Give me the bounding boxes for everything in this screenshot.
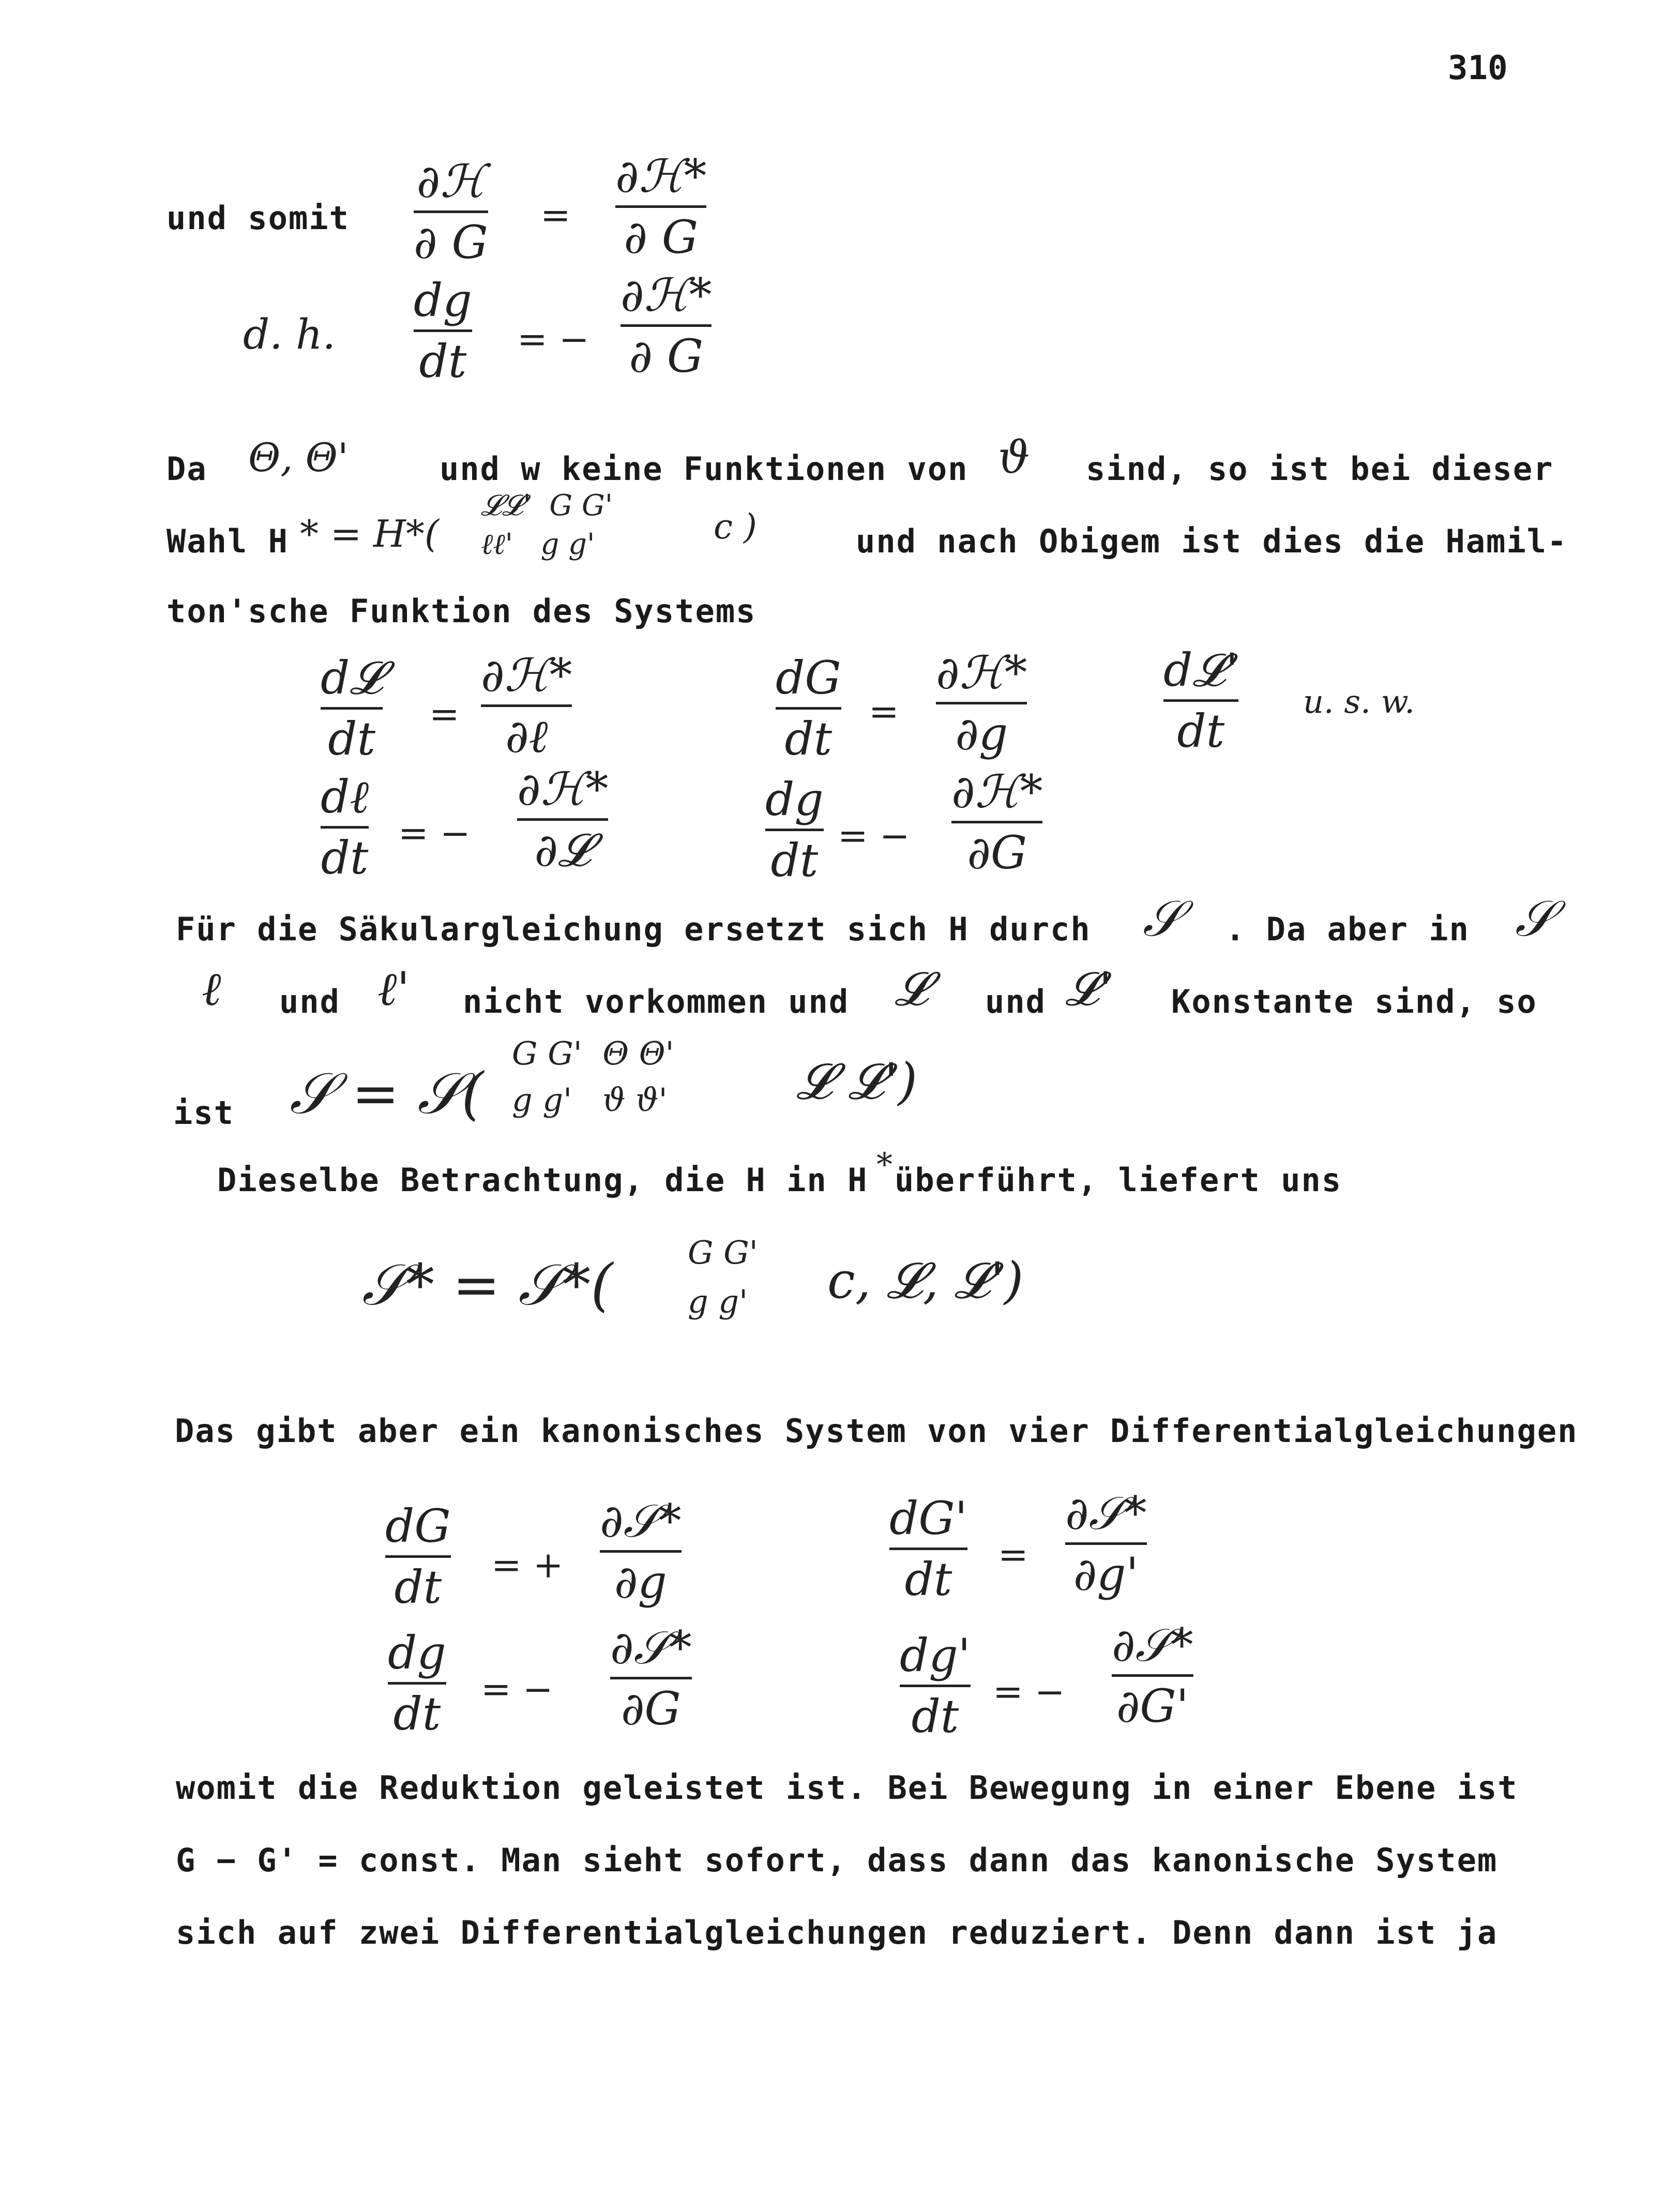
fraction-bar (321, 826, 369, 829)
para4-line1: womit die Reduktion geleistet ist. Bei Bewegung in einer Ebene ist (176, 1769, 1518, 1807)
fraction-bar (414, 329, 472, 332)
eq1-rhs (615, 150, 706, 263)
sys2-eq4-den: dt (911, 1690, 959, 1744)
sys2-eq3-lhs (388, 1627, 446, 1740)
s-formula: 𝒮 = 𝒮( (290, 1060, 484, 1126)
eq2-rhs-num: ∂ℋ* (620, 268, 712, 322)
fraction-bar (610, 1677, 692, 1679)
sys2-eq1-lhs (385, 1500, 451, 1613)
sys2-eq4-rhs (1112, 1619, 1193, 1732)
para2-line4-start: Dieselbe Betrachtung, die H in H (217, 1161, 868, 1199)
sys1-eq5-num: dg (765, 773, 824, 826)
ell-symbol: ℓ (202, 962, 221, 1016)
h-star-args-top: 𝓛𝓛' G G' (481, 489, 613, 522)
vartheta-symbol: ϑ (998, 432, 1030, 484)
h-star-formula: * = H*( (300, 512, 439, 555)
s-star-args-top: G G' (688, 1234, 758, 1271)
para2-line3-ist: ist (173, 1094, 234, 1132)
fraction-bar (388, 1682, 446, 1685)
sys2-eq3-rhs (610, 1621, 692, 1735)
sys1-eq5-rden: ∂G (967, 826, 1027, 880)
sys1-eq4-rnum: ∂ℋ* (517, 762, 609, 816)
para2-line1-end: . Da aber in (1225, 910, 1470, 948)
sys1-eq4-rhs (517, 763, 608, 876)
sys2-eq4-rnum: ∂𝒮* (1112, 1618, 1193, 1672)
sys2-eq3-rnum: ∂𝒮* (610, 1621, 692, 1674)
eq2-lhs (414, 274, 472, 387)
sys1-eq2-lhs (776, 652, 841, 765)
sys2-eq1-num: dG (385, 1499, 451, 1553)
s-formula-args-top: G G' Θ Θ' (512, 1034, 674, 1072)
s-symbol-2: 𝒮 (1515, 890, 1554, 948)
sys2-eq1-op: = + (491, 1544, 564, 1586)
sys1-eq1-rhs (481, 649, 572, 762)
h-star-close: c ) (714, 507, 757, 547)
sys1-eq1-lhs (321, 652, 383, 765)
sys2-eq3-op: = − (481, 1668, 553, 1710)
L-symbol: 𝓛 (895, 962, 929, 1016)
eq1-lhs-den: ∂ G (414, 216, 488, 269)
s-star-close: c, 𝓛, 𝓛') (827, 1252, 1024, 1310)
eq1-op: = (540, 194, 571, 236)
sys2-eq2-rnum: ∂𝒮* (1065, 1486, 1147, 1540)
eq1-lhs (414, 155, 488, 268)
fraction-bar (600, 1550, 682, 1553)
L-prime-symbol: 𝓛' (1065, 962, 1112, 1016)
sys2-eq2-op: = (998, 1534, 1028, 1576)
fraction-bar (517, 818, 608, 821)
sys1-eq2-rden: ∂g (955, 707, 1008, 761)
sys2-eq1-rhs (600, 1495, 682, 1608)
sys1-eq1-op: = (429, 693, 460, 735)
sys1-eq4-den: dt (321, 831, 369, 885)
para4-line2: G − G' = const. Man sieht sofort, dass dann das kanonische System (176, 1841, 1498, 1879)
sys2-eq4-lhs (900, 1629, 971, 1743)
sys1-eq1-num: d𝓛 (321, 651, 383, 704)
sys2-eq4-op: = − (993, 1671, 1065, 1713)
para1-line2-end: und nach Obigem ist dies die Hamil- (856, 522, 1568, 560)
para2-line1-start: Für die Säkulargleichung ersetzt sich H durch (176, 910, 1091, 948)
para3: Das gibt aber ein kanonisches System von vier Differentialgleichungen (175, 1412, 1578, 1450)
h-star: * (876, 1146, 892, 1183)
sys1-eq1-den: dt (328, 712, 375, 766)
sys2-eq3-num: dg (388, 1626, 446, 1679)
para2-line4-end: überführt, liefert uns (895, 1161, 1342, 1199)
para2-line2-und1: und (279, 983, 340, 1020)
sys1-eq1-rnum: ∂ℋ* (481, 649, 572, 702)
fraction-bar (900, 1685, 971, 1687)
sys1-eq5-op: = − (838, 815, 910, 857)
theta-symbols: Θ, Θ' (248, 434, 349, 480)
para1-line1-start: Da (167, 450, 207, 488)
s-formula-args-bottom: g g' ϑ ϑ' (512, 1081, 668, 1119)
sys1-eq2-num: dG (776, 651, 841, 704)
page-number: 310 (1448, 49, 1508, 87)
sys1-eq4-lhs (321, 771, 369, 884)
fraction-bar (321, 707, 383, 710)
d-h-prefix: d. h. (243, 310, 336, 358)
fraction-bar (1065, 1542, 1147, 1545)
sys1-eq5-den: dt (770, 834, 819, 888)
eq2-lhs-den: dt (419, 335, 467, 388)
fraction-bar (889, 1548, 967, 1550)
sys2-eq2-rhs (1065, 1487, 1147, 1600)
sys1-eq3-den: dt (1177, 704, 1225, 758)
fraction-bar (765, 829, 824, 831)
sys1-eq5-lhs (765, 773, 824, 887)
sys2-eq2-num: dG' (889, 1492, 967, 1545)
s-formula-close: 𝓛 𝓛') (796, 1053, 917, 1110)
s-star-formula: 𝒮* = 𝒮*( (362, 1252, 613, 1318)
fraction-bar (951, 821, 1042, 823)
s-symbol-1: 𝒮 (1143, 890, 1182, 948)
fraction-bar (620, 324, 712, 327)
sys1-eq4-rden: ∂𝓛 (534, 823, 591, 877)
sys1-eq5-rhs (951, 765, 1042, 879)
sys2-eq3-rden: ∂G (620, 1682, 681, 1736)
ell-prime-symbol: ℓ' (377, 962, 410, 1016)
sys2-eq3-den: dt (393, 1687, 441, 1741)
sys1-eq4-num: dℓ (321, 770, 369, 823)
sys1-eq3-num: d𝓛' (1163, 643, 1238, 697)
usw-suffix: u. s. w. (1303, 683, 1415, 720)
sys2-eq2-den: dt (904, 1553, 952, 1606)
eq2-lhs-num: dg (414, 274, 472, 327)
eq2-rhs (620, 269, 712, 382)
eq1-rhs-num: ∂ℋ* (615, 149, 707, 203)
sys1-eq3-lhs (1163, 644, 1238, 757)
para2-line2-end: Konstante sind, so (1171, 983, 1537, 1020)
sys2-eq1-den: dt (394, 1560, 442, 1614)
fraction-bar (776, 707, 841, 710)
fraction-bar (936, 702, 1027, 704)
h-star-args-bottom: ℓℓ' g g' (481, 528, 595, 561)
para1-line3: ton'sche Funktion des Systems (167, 592, 756, 630)
sys1-eq2-rhs (936, 647, 1027, 760)
para2-line2-und2: und (985, 983, 1046, 1020)
sys2-eq2-lhs (889, 1492, 967, 1605)
eq1-rhs-den: ∂ G (624, 211, 699, 264)
fraction-bar (615, 205, 706, 208)
para4-line3: sich auf zwei Differentialgleichungen reduziert. Denn dann ist ja (176, 1914, 1498, 1951)
fraction-bar (1163, 699, 1238, 702)
s-star-args-bottom: g g' (688, 1283, 748, 1320)
eq2-rhs-den: ∂ G (629, 329, 704, 383)
sys2-eq4-num: dg' (900, 1629, 971, 1682)
fraction-bar (385, 1555, 451, 1558)
sys1-eq2-den: dt (784, 712, 833, 766)
sys1-eq5-rnum: ∂ℋ* (951, 765, 1043, 818)
fraction-bar (1112, 1674, 1193, 1677)
fraction-bar (481, 704, 572, 707)
und-somit-text: und somit (167, 199, 350, 237)
para1-line1-end: sind, so ist bei dieser (1086, 450, 1554, 488)
para1-line1-mid: und w keine Funktionen von (440, 450, 968, 488)
sys1-eq2-op: = (869, 690, 899, 733)
sys1-eq4-op: = − (398, 812, 471, 854)
sys1-eq2-rnum: ∂ℋ* (936, 646, 1027, 699)
sys2-eq1-rden: ∂g (614, 1555, 667, 1609)
sys2-eq4-rden: ∂G' (1116, 1679, 1189, 1733)
para2-line2-mid: nicht vorkommen und (463, 983, 850, 1020)
sys1-eq1-rden: ∂ℓ (505, 710, 548, 763)
sys2-eq2-rden: ∂g' (1073, 1548, 1139, 1601)
sys2-eq1-rnum: ∂𝒮* (600, 1494, 682, 1548)
para1-line2-start: Wahl H (167, 522, 289, 560)
fraction-bar (414, 211, 488, 213)
eq1-lhs-num: ∂ℋ (416, 155, 486, 208)
eq2-op: = − (517, 318, 589, 361)
